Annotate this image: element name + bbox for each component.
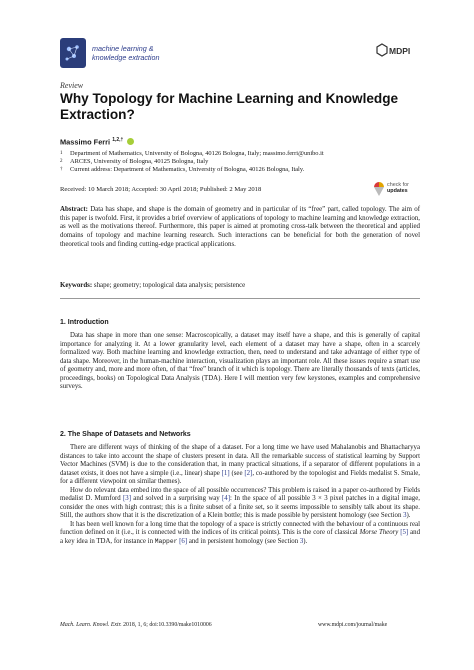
- author-marks: 1,2,†: [112, 137, 124, 143]
- footer-citation: [60, 622, 212, 628]
- affiliation-current: [60, 166, 420, 174]
- text-run: and solved in a surprising way: [130, 495, 223, 503]
- check-for-updates-badge[interactable]: [373, 181, 418, 199]
- updates-line1: check for: [387, 182, 409, 188]
- paragraph: [60, 444, 420, 487]
- journal-name-line2: knowledge extraction: [92, 53, 160, 62]
- affiliation-mark: 1: [60, 151, 63, 156]
- paragraph: [60, 521, 420, 547]
- footer-doi: 2018, 1, 6; doi:10.3390/make1010006: [121, 622, 212, 628]
- affiliation-mark: 2: [60, 159, 63, 164]
- orcid-icon[interactable]: [127, 138, 134, 145]
- citation-link[interactable]: [1]: [221, 469, 230, 477]
- emphasis: Morse Theory: [359, 529, 399, 537]
- text-run: It has been well known for a long time that the topology of a space is strictly connected with the behaviour of a continuous real function defined on it (i.e., it is connected with the indices of its critical points). This is the core of classical: [60, 520, 420, 537]
- author-name: Massimo Ferri: [60, 137, 111, 147]
- section-shape-body: [60, 444, 420, 547]
- article-type: Review: [60, 81, 84, 90]
- abstract: [60, 206, 420, 250]
- citation-link[interactable]: [4]: [222, 495, 231, 503]
- footer-url[interactable]: www.mdpi.com/journal/make: [318, 622, 388, 628]
- citation-link[interactable]: [2]: [244, 469, 253, 477]
- divider: [60, 298, 420, 299]
- affiliation-2: [60, 158, 420, 166]
- journal-logo: [60, 38, 86, 68]
- code-term: Mapper: [154, 538, 178, 546]
- section-heading-introduction: 1. Introduction: [60, 319, 109, 326]
- affiliation-text: ARCES, University of Bologna, 40125 Bologna, Italy: [70, 158, 209, 165]
- keywords-label: Keywords:: [60, 282, 93, 289]
- author-line: [60, 137, 134, 146]
- publication-dates: Received: 10 March 2018; Accepted: 30 April 2018; Published: 2 May 2018: [60, 186, 262, 193]
- affiliation-text: Department of Mathematics, University of Bologna, 40126 Bologna, Italy; massimo.ferri@unibo.it: [70, 150, 324, 157]
- affiliation-mark: †: [60, 167, 63, 172]
- text-run: , co-authored by the topologist and Fields medalist S. Smale, for a different viewpoint on similar themes).: [60, 469, 420, 486]
- abstract-text: Data has shape, and shape is the domain of geometry and in particular of its “free” part, called topology. The aim of this paper is twofold. First, it provides a brief overview of applications of topology to machine learning and knowledge extraction, as well as the motivations thereof. Furthermore, this paper is aimed at promoting cross-talk between the theoretical and applied domains of topology and machine learning research. Such interactions can be beneficial for both the generation of novel theoretical tools and finding cutting-edge practical applications.: [60, 206, 420, 248]
- citation-link[interactable]: [6]: [179, 538, 188, 546]
- journal-name-line1: machine learning &: [92, 44, 154, 53]
- abstract-label: Abstract:: [60, 206, 88, 213]
- paragraph: [60, 487, 420, 521]
- affiliation-1: [60, 150, 420, 158]
- text-run: ).: [406, 512, 411, 520]
- paragraph: Data has shape in more than one sense: Macroscopically, a dataset may itself have a shape, and this is generally of capital importance for analyzing it. At a lower granularity level, each element of a dataset may have a shape, often in a scarcely formalized way. Both machine learning and knowledge extraction, then, need to understand and take advantage of either type of data shape. Moreover, in the human-machine interaction, visualization plays an important role. All these issues require a smart use of geometry and, more and more often, of that “free” branch of it which is topology. There are literally thousands of texts (articles, proceedings, books) on Topological Data Analysis (TDA). Here I will mention very few keystones, examples and comprehensive surveys.: [60, 332, 420, 391]
- footer-journal-abbrev: Mach. Learn. Knowl. Extr.: [60, 622, 122, 628]
- publisher-name: MDPI: [389, 46, 411, 56]
- citation-link[interactable]: [3]: [123, 495, 131, 503]
- text-run: (see: [229, 469, 245, 477]
- section-link[interactable]: 3: [299, 538, 304, 546]
- paper-title: Why Topology for Machine Learning and Knowledge Extraction?: [60, 91, 399, 122]
- section-link[interactable]: 3: [403, 512, 407, 520]
- affiliation-text: Current address: Department of Mathematics, University of Bologna, 40126 Bologna, Italy.: [70, 166, 305, 173]
- text-run: : In the space of all possible 3 × 3 pixel patches in a digital image, consider the ones with high contrast; this is a finite subset of a finite set, so it seems impossible to sensibly talk about its shape. Still, the authors show that it is the discretization of a Klein bottle; this is made possible by persistent homology (see Section: [60, 495, 420, 520]
- text-run: ).: [303, 538, 308, 546]
- text-run: How do relevant data embed into the space of all possible occurrences? This problem is raised in a paper co-authored by Fields medalist D. Mumford: [60, 486, 420, 503]
- keywords: [60, 282, 420, 291]
- text-run: There are different ways of thinking of the shape of a dataset. For a long time we have used Mahalanobis and Bhattacharyya distances to take into account the shape of clusters present in data. All the remarkable success of statistical learning by Support Vector Machines (SVM) is due to the consideration that, in many practical situations, if a separator of different populations in a dataset exists, it does not have a simple (i.e., linear) shape: [60, 444, 420, 477]
- section-introduction-body: [60, 332, 420, 392]
- updates-line2: updates: [387, 188, 408, 194]
- text-run: and in persistent homology (see Section: [187, 538, 300, 546]
- mdpi-logo: [376, 43, 416, 63]
- updates-icon: [373, 181, 385, 197]
- journal-name: [92, 44, 252, 62]
- section-heading-shape-of-datasets: 2. The Shape of Datasets and Networks: [60, 431, 191, 438]
- keywords-text: shape; geometry; topological data analysis; persistence: [93, 282, 246, 289]
- text-run: and a key idea in TDA, for instance in: [60, 529, 420, 546]
- citation-link[interactable]: [5]: [400, 529, 409, 537]
